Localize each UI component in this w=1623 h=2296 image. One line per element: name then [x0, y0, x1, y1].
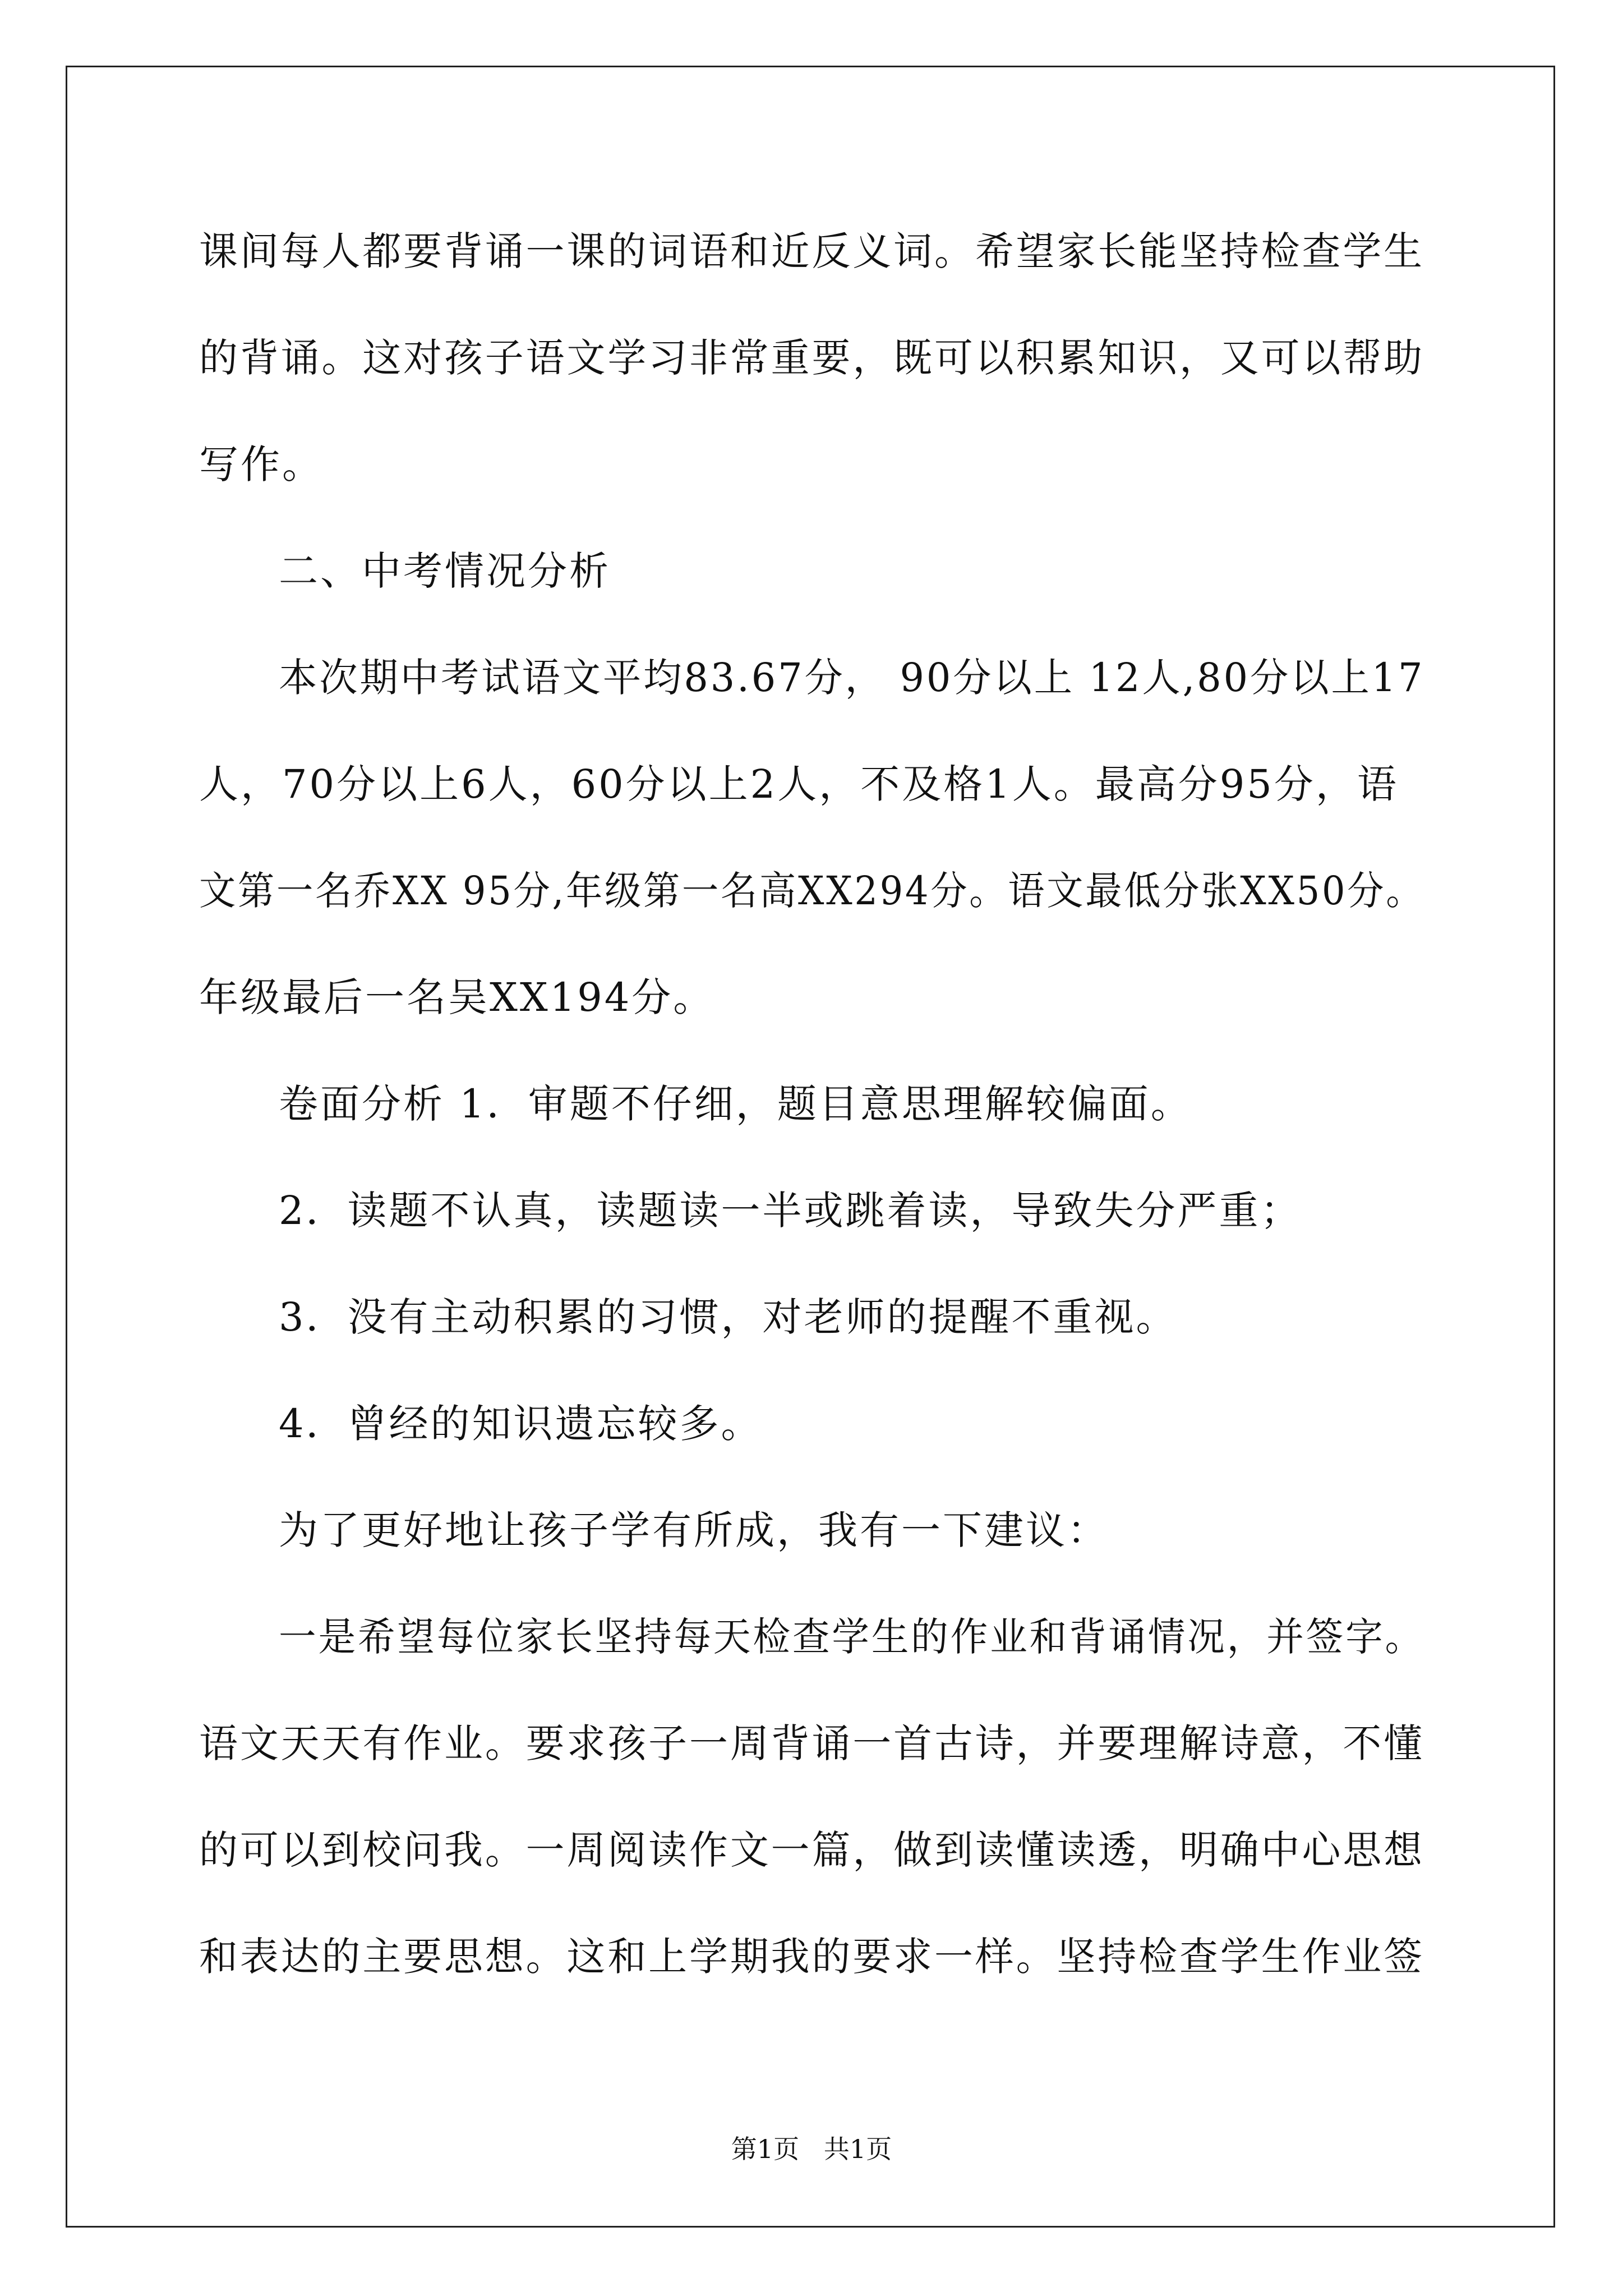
text-line: 和表达的主要思想。这和上学期我的要求一样。坚持检查学生作业签 — [199, 1934, 1424, 1980]
text-line: 为了更好地让孩子学有所成，我有一下建议： — [279, 1507, 1109, 1553]
text-line: 卷面分析 1．审题不仔细，题目意思理解较偏面。 — [279, 1081, 1192, 1127]
text-line: 一是希望每位家长坚持每天检查学生的作业和背诵情况，并签字。 — [279, 1614, 1424, 1660]
text-line: 3．没有主动积累的习惯，对老师的提醒不重视。 — [279, 1294, 1178, 1340]
text-line: 写作。 — [199, 441, 324, 487]
text-line: 人，70分以上6人，60分以上2人，不及格1人。最高分95分，语 — [199, 761, 1399, 807]
text-line: 年级最后一名吴XX194分。 — [199, 974, 715, 1020]
text-line: 2．读题不认真，读题读一半或跳着读，导致失分严重； — [279, 1188, 1302, 1234]
text-line: 的背诵。这对孩子语文学习非常重要，既可以积累知识，又可以帮助 — [199, 335, 1424, 381]
text-line: 文第一名乔XX 95分,年级第一名高XX294分。语文最低分张XX50分。 — [199, 868, 1425, 914]
section-heading: 二、中考情况分析 — [279, 548, 611, 594]
text-line: 本次期中考试语文平均83.67分， 90分以上 12人,80分以上17 — [279, 655, 1425, 701]
text-line: 语文天天有作业。要求孩子一周背诵一首古诗，并要理解诗意，不懂 — [199, 1720, 1424, 1766]
page-number-footer: 第1页 共1页 — [731, 2134, 892, 2164]
text-line: 的可以到校问我。一周阅读作文一篇，做到读懂读透，明确中心思想 — [199, 1827, 1424, 1873]
text-line: 课间每人都要背诵一课的词语和近反义词。希望家长能坚持检查学生 — [199, 228, 1424, 274]
page-border — [66, 66, 1555, 2228]
text-line: 4．曾经的知识遗忘较多。 — [279, 1401, 763, 1447]
